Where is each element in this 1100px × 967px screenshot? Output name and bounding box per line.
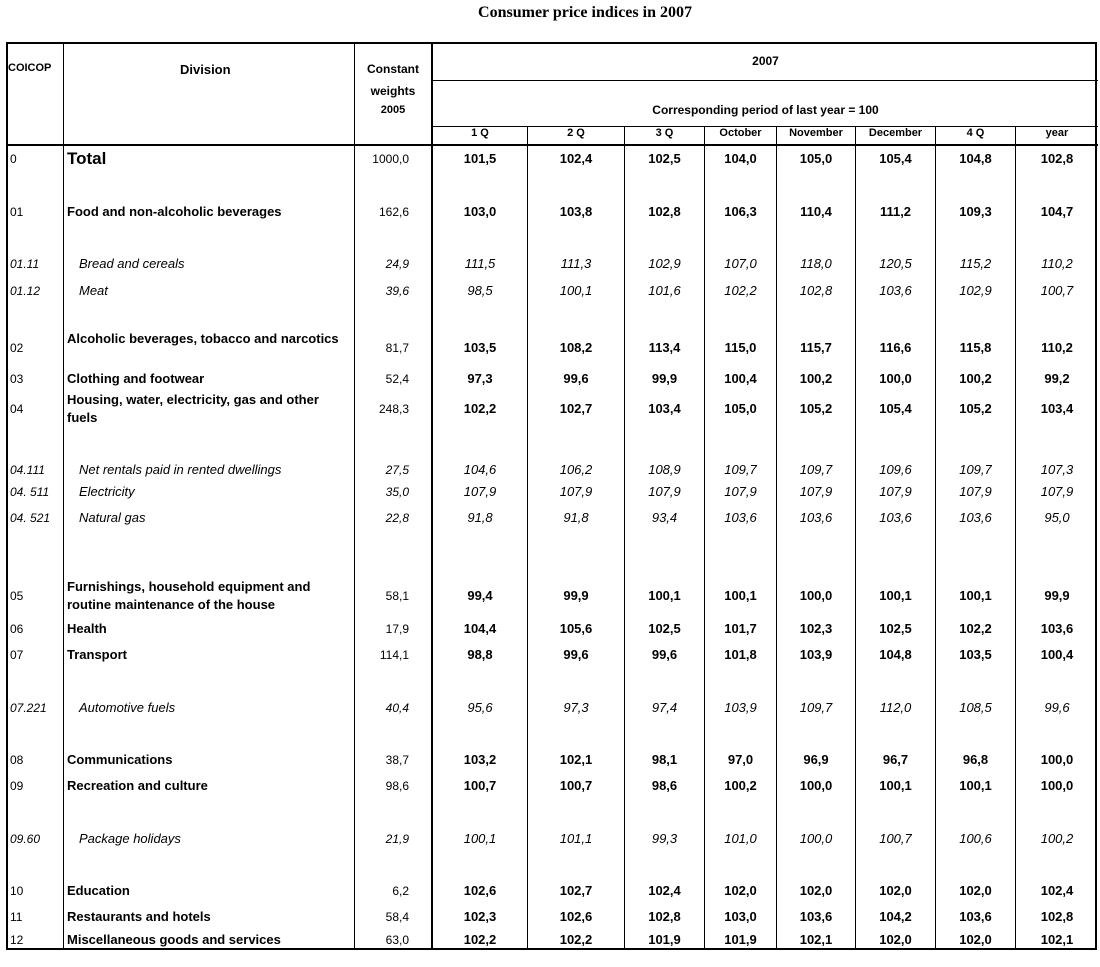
index-value: 102,0 — [959, 883, 992, 898]
index-value: 106,2 — [559, 462, 593, 477]
division-name: Alcoholic beverages, tobacco and narcotics — [67, 331, 339, 346]
header-weights-line1: Constant — [367, 62, 419, 76]
coicop-code: 11 — [10, 910, 23, 924]
coicop-code: 02 — [10, 341, 24, 355]
index-value: 107,9 — [463, 484, 497, 499]
constant-weight: 21,9 — [385, 832, 409, 846]
index-value: 93,4 — [651, 510, 678, 525]
constant-weight: 24,9 — [385, 257, 409, 271]
index-value: 101,7 — [724, 621, 757, 636]
index-value: 110,4 — [800, 204, 832, 219]
index-value: 111,5 — [464, 256, 496, 271]
index-value: 97,3 — [563, 700, 589, 715]
index-value: 100,1 — [879, 778, 912, 793]
index-value: 108,2 — [559, 340, 593, 355]
index-value: 99,6 — [563, 647, 589, 662]
division-name: Communications — [67, 752, 173, 767]
index-value: 107,9 — [648, 484, 681, 499]
index-value: 100,1 — [648, 588, 681, 603]
constant-weight: 27,5 — [385, 463, 409, 477]
index-value: 107,3 — [1040, 462, 1074, 477]
header-year-group: 2007 — [752, 54, 779, 68]
index-value: 102,3 — [799, 621, 833, 636]
index-value: 95,0 — [1044, 510, 1070, 525]
index-value: 100,2 — [799, 371, 833, 386]
index-value: 102,6 — [463, 883, 497, 898]
divider — [704, 126, 705, 949]
index-value: 107,9 — [879, 484, 912, 499]
index-value: 100,0 — [799, 778, 833, 793]
index-value: 112,0 — [879, 700, 912, 715]
division-name: Net rentals paid in rented dwellings — [79, 462, 282, 477]
header-weights-line2: weights — [370, 84, 416, 98]
index-value: 100,2 — [1040, 831, 1074, 846]
index-value: 115,7 — [800, 340, 832, 355]
index-value: 100,4 — [1040, 647, 1074, 662]
index-value: 116,6 — [879, 340, 912, 355]
index-value: 108,5 — [959, 700, 992, 715]
divider — [855, 126, 856, 949]
divider — [776, 126, 777, 949]
column-header: December — [868, 127, 923, 139]
index-value: 103,4 — [1040, 401, 1074, 416]
coicop-code: 09 — [10, 779, 24, 793]
table-row — [0, 928, 1100, 952]
division-name: Furnishings, household equipment and routine maintenance of the house — [67, 579, 311, 612]
index-value: 99,2 — [1044, 371, 1070, 386]
column-header: November — [789, 127, 843, 139]
index-value: 109,7 — [724, 462, 757, 477]
index-value: 100,1 — [724, 588, 757, 603]
constant-weight: 38,7 — [385, 753, 409, 767]
index-value: 108,9 — [648, 462, 681, 477]
constant-weight: 248,3 — [378, 402, 409, 416]
index-value: 99,6 — [1044, 700, 1070, 715]
index-value: 100,0 — [879, 371, 912, 386]
index-value: 100,7 — [463, 778, 497, 793]
coicop-code: 04. 511 — [10, 485, 50, 499]
divider — [432, 80, 1098, 81]
constant-weight: 39,6 — [385, 284, 409, 298]
column-header: October — [719, 127, 762, 139]
constant-weight: 58,1 — [385, 589, 409, 603]
table-row — [0, 252, 1100, 276]
column-header: 1 Q — [471, 127, 489, 139]
index-value: 103,0 — [724, 909, 757, 924]
division-name: Meat — [79, 283, 108, 298]
constant-weight: 35,0 — [385, 485, 409, 499]
division-name: Natural gas — [79, 510, 146, 525]
index-value: 115,8 — [959, 340, 992, 355]
index-value: 104,0 — [724, 151, 757, 166]
index-value: 100,1 — [463, 831, 497, 846]
table-row — [0, 200, 1100, 224]
index-value: 100,1 — [959, 588, 992, 603]
index-value: 103,5 — [959, 647, 992, 662]
index-value: 102,1 — [1040, 932, 1074, 947]
table-row — [0, 579, 1100, 612]
coicop-code: 10 — [10, 884, 24, 898]
index-value: 110,2 — [1041, 340, 1073, 355]
index-value: 100,2 — [724, 778, 757, 793]
coicop-code: 08 — [10, 753, 24, 767]
index-value: 98,8 — [467, 647, 493, 662]
table-row — [0, 879, 1100, 903]
constant-weight: 52,4 — [385, 372, 409, 386]
index-value: 103,6 — [959, 510, 992, 525]
index-value: 98,5 — [467, 283, 493, 298]
column-header: year — [1045, 127, 1069, 139]
division-name: Education — [67, 883, 130, 898]
coicop-code: 04 — [10, 402, 24, 416]
index-value: 101,6 — [648, 283, 681, 298]
index-value: 102,5 — [879, 621, 912, 636]
division-name: Miscellaneous goods and services — [67, 932, 281, 947]
index-value: 102,1 — [559, 752, 593, 767]
coicop-code: 04. 521 — [10, 511, 51, 525]
coicop-code: 12 — [10, 933, 24, 947]
index-value: 101,8 — [724, 647, 757, 662]
index-value: 101,1 — [559, 831, 593, 846]
index-value: 107,0 — [724, 256, 757, 271]
table-row — [0, 279, 1100, 303]
coicop-code: 01 — [10, 205, 24, 219]
index-value: 103,6 — [799, 909, 833, 924]
index-value: 107,9 — [724, 484, 757, 499]
index-value: 103,9 — [724, 700, 757, 715]
table-row — [0, 643, 1100, 667]
index-value: 104,2 — [879, 909, 912, 924]
index-value: 105,4 — [879, 151, 912, 166]
column-header: 2 Q — [567, 127, 585, 139]
index-value: 102,9 — [648, 256, 681, 271]
index-value: 100,0 — [1040, 752, 1074, 767]
index-value: 102,7 — [559, 883, 593, 898]
index-value: 102,2 — [959, 621, 992, 636]
division-name: Automotive fuels — [79, 700, 176, 715]
page-title: Consumer price indices in 2007 — [478, 4, 692, 21]
table-row — [0, 147, 1100, 171]
index-value: 102,8 — [1040, 151, 1074, 166]
index-value: 106,3 — [724, 204, 757, 219]
index-value: 111,3 — [560, 256, 592, 271]
divider — [527, 126, 528, 949]
table-row — [0, 506, 1100, 530]
index-value: 96,7 — [882, 752, 909, 767]
header-period-note: Corresponding period of last year = 100 — [652, 103, 879, 117]
constant-weight: 58,4 — [385, 910, 409, 924]
index-value: 102,2 — [463, 932, 497, 947]
index-value: 103,6 — [799, 510, 833, 525]
coicop-code: 03 — [10, 372, 24, 386]
index-value: 118,0 — [800, 256, 832, 271]
index-value: 102,2 — [463, 401, 497, 416]
index-value: 103,9 — [799, 647, 833, 662]
index-value: 102,2 — [724, 283, 757, 298]
division-name: Food and non-alcoholic beverages — [67, 204, 282, 219]
index-value: 103,6 — [879, 283, 912, 298]
table-row — [0, 827, 1100, 851]
index-value: 102,6 — [559, 909, 593, 924]
index-value: 105,0 — [724, 401, 757, 416]
constant-weight: 17,9 — [385, 622, 409, 636]
column-header: 4 Q — [966, 127, 985, 139]
index-value: 105,4 — [879, 401, 912, 416]
table-row — [0, 331, 1100, 360]
division-name: Transport — [67, 647, 127, 662]
index-value: 113,4 — [648, 340, 681, 355]
index-value: 109,3 — [959, 204, 992, 219]
index-value: 99,9 — [1044, 588, 1070, 603]
constant-weight: 162,6 — [378, 205, 409, 219]
index-value: 103,0 — [463, 204, 497, 219]
index-value: 103,4 — [648, 401, 681, 416]
index-value: 102,7 — [559, 401, 593, 416]
index-value: 104,8 — [879, 647, 912, 662]
index-value: 109,7 — [959, 462, 992, 477]
divider — [624, 126, 625, 949]
index-value: 100,1 — [959, 778, 992, 793]
constant-weight: 40,4 — [385, 701, 409, 715]
index-value: 120,5 — [879, 256, 912, 271]
constant-weight: 114,1 — [379, 648, 409, 662]
index-value: 100,6 — [959, 831, 992, 846]
index-value: 100,1 — [879, 588, 912, 603]
index-value: 104,4 — [463, 621, 497, 636]
index-value: 103,6 — [879, 510, 912, 525]
index-value: 102,2 — [559, 932, 593, 947]
index-value: 111,2 — [879, 204, 912, 219]
index-value: 100,7 — [879, 831, 912, 846]
index-value: 105,0 — [799, 151, 833, 166]
index-value: 102,8 — [799, 283, 833, 298]
table-row — [0, 774, 1100, 798]
index-value: 103,6 — [1040, 621, 1074, 636]
index-value: 97,3 — [467, 371, 493, 386]
index-value: 107,9 — [959, 484, 992, 499]
index-value: 98,1 — [651, 752, 678, 767]
index-value: 115,2 — [959, 256, 992, 271]
index-value: 103,2 — [463, 752, 497, 767]
index-value: 103,8 — [559, 204, 593, 219]
coicop-code: 04.111 — [10, 463, 45, 477]
index-value: 97,0 — [727, 752, 754, 767]
index-value: 104,8 — [959, 151, 992, 166]
division-name: Recreation and culture — [67, 778, 208, 793]
table-row — [0, 392, 1100, 425]
division-name: Health — [67, 621, 107, 636]
coicop-code: 01.11 — [10, 257, 40, 271]
divider — [935, 126, 936, 949]
table-row — [0, 480, 1100, 504]
index-value: 100,7 — [1040, 283, 1074, 298]
index-value: 105,2 — [799, 401, 833, 416]
index-value: 102,8 — [648, 909, 681, 924]
index-value: 101,0 — [724, 831, 757, 846]
index-value: 99,6 — [651, 647, 678, 662]
table-row — [0, 905, 1100, 929]
index-value: 101,9 — [724, 932, 757, 947]
coicop-code: 05 — [10, 589, 24, 603]
division-name: Housing, water, electricity, gas and other fuels — [67, 392, 319, 425]
coicop-code: 07 — [10, 648, 24, 662]
index-value: 109,7 — [799, 700, 833, 715]
index-value: 105,2 — [959, 401, 992, 416]
index-value: 95,6 — [467, 700, 493, 715]
index-value: 102,5 — [648, 621, 681, 636]
index-value: 91,8 — [467, 510, 493, 525]
table-row — [0, 748, 1100, 772]
index-value: 96,8 — [962, 752, 989, 767]
index-value: 99,6 — [563, 371, 589, 386]
index-value: 102,9 — [959, 283, 992, 298]
index-value: 103,6 — [959, 909, 992, 924]
index-value: 110,2 — [1041, 256, 1073, 271]
index-value: 102,3 — [463, 909, 497, 924]
index-value: 99,3 — [651, 831, 678, 846]
divider — [7, 144, 1098, 146]
table-row — [0, 696, 1100, 720]
index-value: 100,0 — [1040, 778, 1074, 793]
index-value: 103,5 — [463, 340, 497, 355]
division-name: Bread and cereals — [79, 256, 185, 271]
constant-weight: 6,2 — [392, 884, 409, 898]
index-value: 107,9 — [1040, 484, 1074, 499]
coicop-code: 0 — [10, 152, 17, 166]
index-value: 102,4 — [1040, 883, 1074, 898]
coicop-code: 06 — [10, 622, 24, 636]
constant-weight: 1000,0 — [372, 152, 409, 166]
division-name: Electricity — [79, 484, 135, 499]
constant-weight: 63,0 — [385, 933, 409, 947]
index-value: 102,8 — [648, 204, 681, 219]
index-value: 97,4 — [651, 700, 678, 715]
index-value: 102,0 — [879, 883, 912, 898]
index-value: 105,6 — [559, 621, 593, 636]
index-value: 91,8 — [563, 510, 589, 525]
index-value: 99,4 — [467, 588, 493, 603]
index-value: 103,6 — [724, 510, 757, 525]
header-division: Division — [180, 62, 231, 77]
index-value: 102,4 — [648, 883, 681, 898]
table-row — [0, 617, 1100, 641]
index-value: 102,0 — [724, 883, 757, 898]
table-row — [0, 367, 1100, 391]
index-value: 100,7 — [559, 778, 593, 793]
constant-weight: 81,7 — [385, 341, 409, 355]
division-name: Package holidays — [79, 831, 181, 846]
index-value: 102,5 — [648, 151, 681, 166]
index-value: 104,7 — [1040, 204, 1074, 219]
index-value: 107,9 — [559, 484, 593, 499]
index-value: 100,1 — [559, 283, 593, 298]
coicop-code: 07.221 — [10, 701, 47, 715]
divider — [1015, 126, 1016, 949]
header-coicop: COICOP — [8, 62, 52, 74]
column-header: 3 Q — [655, 127, 674, 139]
index-value: 102,8 — [1040, 909, 1074, 924]
index-value: 100,2 — [959, 371, 992, 386]
index-value: 98,6 — [651, 778, 678, 793]
index-value: 100,4 — [724, 371, 757, 386]
index-value: 102,0 — [879, 932, 912, 947]
constant-weight: 98,6 — [385, 779, 409, 793]
index-value: 115,0 — [724, 340, 757, 355]
index-value: 99,9 — [651, 371, 678, 386]
constant-weight: 22,8 — [385, 511, 409, 525]
index-value: 101,5 — [463, 151, 497, 166]
coicop-code: 09.60 — [10, 832, 41, 846]
index-value: 102,4 — [559, 151, 593, 166]
index-value: 102,0 — [799, 883, 833, 898]
header-weights-line3: 2005 — [380, 104, 406, 116]
division-name: Total — [67, 149, 107, 168]
index-value: 96,9 — [803, 752, 829, 767]
index-value: 109,6 — [879, 462, 912, 477]
coicop-code: 01.12 — [10, 284, 41, 298]
index-value: 109,7 — [799, 462, 833, 477]
index-value: 107,9 — [799, 484, 833, 499]
index-value: 101,9 — [648, 932, 681, 947]
index-value: 102,1 — [799, 932, 833, 947]
index-value: 100,0 — [799, 588, 833, 603]
index-value: 99,9 — [563, 588, 589, 603]
index-value: 100,0 — [799, 831, 833, 846]
division-name: Restaurants and hotels — [67, 909, 211, 924]
table-row — [0, 458, 1100, 482]
division-name: Clothing and footwear — [67, 371, 205, 386]
index-value: 104,6 — [463, 462, 497, 477]
index-value: 102,0 — [959, 932, 992, 947]
